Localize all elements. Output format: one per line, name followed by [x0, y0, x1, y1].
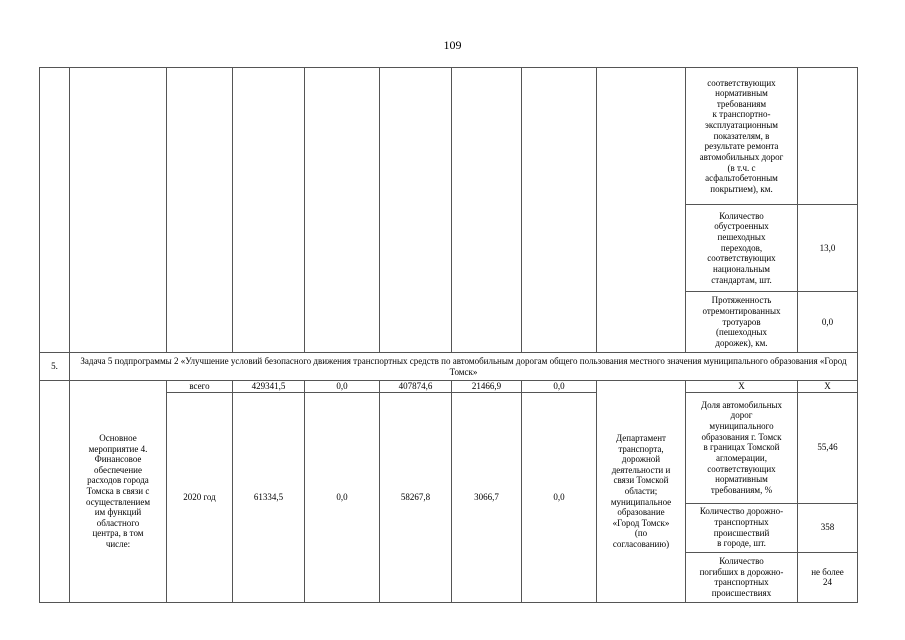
federal-cell: 0,0	[305, 392, 380, 602]
page-number: 109	[443, 38, 462, 52]
measure-name: Основное мероприятие 4. Финансовое обеспечение расходов города Томска в связи с осуществлением им функций областного центра, в том числе:	[70, 381, 167, 603]
total-cell: 429341,5	[233, 381, 305, 393]
empty-cell	[522, 68, 597, 353]
program-table	[39, 67, 858, 603]
indicator-value: 0,0	[798, 292, 858, 353]
indicator-name: соответствующих нормативным требованиям к транспортно- эксплуатационным показателям, в результате ремонта автомобильных дорог (в т.ч. с асфальтобетонным покрытием), км.	[686, 68, 798, 205]
empty-cell	[40, 68, 70, 353]
local-cell: 3066,7	[452, 392, 522, 602]
indicator-value: 358	[798, 503, 858, 552]
federal-cell: 0,0	[305, 381, 380, 393]
indicator-value: 13,0	[798, 205, 858, 292]
empty-cell	[305, 68, 380, 353]
indicator-name: Количество дорожно- транспортных происшествий в городе, шт.	[686, 503, 798, 552]
indicator-value	[798, 68, 858, 205]
other-cell: 0,0	[522, 392, 597, 602]
task-text: Задача 5 подпрограммы 2 «Улучшение условий безопасного движения транспортных средств по автомобильным дорогам общего пользования местного значения муниципального образования «Город Томск»	[70, 353, 858, 381]
empty-cell	[380, 68, 452, 353]
empty-cell	[452, 68, 522, 353]
indicator-name: Х	[686, 381, 798, 393]
indicator-name: Количество погибших в дорожно- транспортных происшествиях	[686, 552, 798, 602]
indicator-value: не более 24	[798, 552, 858, 602]
empty-cell	[233, 68, 305, 353]
task-number: 5.	[40, 353, 70, 381]
regional-cell: 58267,8	[380, 392, 452, 602]
other-cell: 0,0	[522, 381, 597, 393]
indicator-name: Протяженность отремонтированных тротуаров (пешеходных дорожек), км.	[686, 292, 798, 353]
executor-cell: Департамент транспорта, дорожной деятельности и связи Томской области; муниципальное образование «Город Томск» (по согласованию)	[597, 381, 686, 603]
indicator-value: Х	[798, 381, 858, 393]
empty-cell	[167, 68, 233, 353]
empty-cell	[40, 381, 70, 603]
indicator-name: Количество обустроенных пешеходных переходов, соответствующих национальным стандартам, шт.	[686, 205, 798, 292]
regional-cell: 407874,6	[380, 381, 452, 393]
local-cell: 21466,9	[452, 381, 522, 393]
total-cell: 61334,5	[233, 392, 305, 602]
empty-cell	[597, 68, 686, 353]
period-cell: всего	[167, 381, 233, 393]
empty-cell	[70, 68, 167, 353]
indicator-name: Доля автомобильных дорог муниципального образования г. Томск в границах Томской агломерации, соответствующих нормативным требованиям, %	[686, 392, 798, 503]
period-cell: 2020 год	[167, 392, 233, 602]
indicator-value: 55,46	[798, 392, 858, 503]
